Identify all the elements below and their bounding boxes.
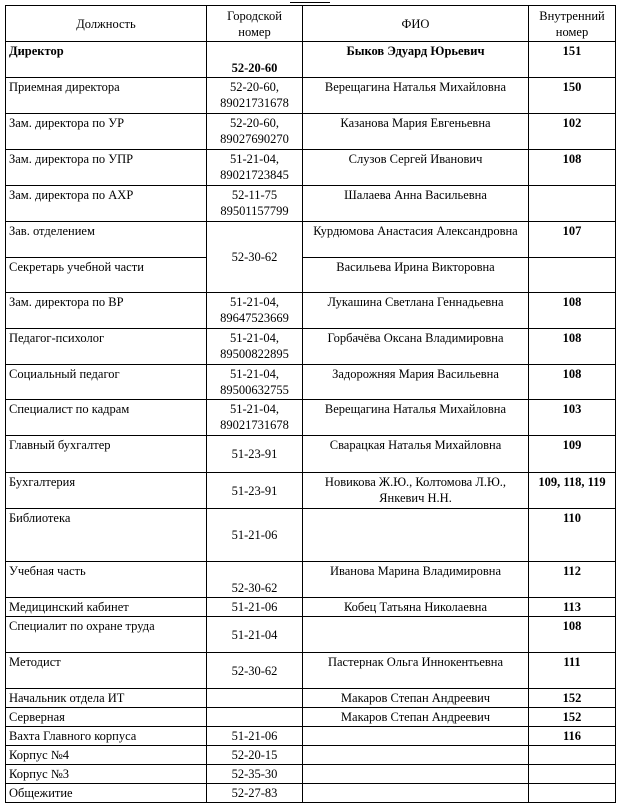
cell-internal	[529, 746, 616, 765]
cell-city-phone: 52-20-60	[207, 42, 303, 78]
table-row	[6, 436, 616, 473]
header-internal: Внутренний номер	[529, 6, 616, 42]
cell-city-phone: 52-20-60, 89021731678	[207, 78, 303, 114]
cell-internal: 108	[529, 365, 616, 400]
cell-position: Зам. директора по АХР	[6, 186, 207, 222]
cell-internal: 103	[529, 400, 616, 436]
cell-position: Специалит по охране труда	[6, 617, 207, 653]
cell-position: Серверная	[6, 708, 207, 727]
cell-city-phone: 52-11-75 89501157799	[207, 186, 303, 222]
cell-fio: Курдюмова Анастасия Александровна	[303, 222, 529, 258]
cell-city-phone: 52-30-62	[207, 653, 303, 689]
cell-fio: Верещагина Наталья Михайловна	[303, 78, 529, 114]
cell-position: Начальник отдела ИТ	[6, 689, 207, 708]
cell-city-phone: 51-23-91	[207, 473, 303, 509]
cell-position: Приемная директора	[6, 78, 207, 114]
cell-fio: Казанова Мария Евгеньевна	[303, 114, 529, 150]
table-row	[6, 42, 616, 78]
cell-internal: 108	[529, 293, 616, 329]
cell-fio: Верещагина Наталья Михайловна	[303, 400, 529, 436]
cell-position: Бухгалтерия	[6, 473, 207, 509]
cell-internal: 108	[529, 329, 616, 365]
cell-position: Общежитие	[6, 784, 207, 803]
cell-city-phone: 52-20-15	[207, 746, 303, 765]
table-row	[6, 746, 616, 765]
cell-city-phone	[207, 689, 303, 708]
cell-fio	[303, 509, 529, 562]
cell-position: Корпус №4	[6, 746, 207, 765]
page-top-border-fragment	[290, 0, 330, 3]
table-row	[6, 400, 616, 436]
cell-fio: Сварацкая Наталья Михайловна	[303, 436, 529, 473]
cell-city-phone: 51-23-91	[207, 436, 303, 473]
cell-internal	[529, 258, 616, 293]
cell-city-phone: 51-21-06	[207, 509, 303, 562]
cell-city-phone: 51-21-04, 89647523669	[207, 293, 303, 329]
table-row	[6, 727, 616, 746]
cell-position: Зав. отделением	[6, 222, 207, 258]
table-row	[6, 653, 616, 689]
table-row	[6, 150, 616, 186]
cell-fio: Макаров Степан Андреевич	[303, 689, 529, 708]
cell-position: Секретарь учебной части	[6, 258, 207, 293]
cell-position: Библиотека	[6, 509, 207, 562]
cell-city-phone: 51-21-04, 89021723845	[207, 150, 303, 186]
table-row	[6, 114, 616, 150]
cell-internal: 116	[529, 727, 616, 746]
cell-internal: 150	[529, 78, 616, 114]
cell-city-phone: 52-30-62	[207, 222, 303, 293]
phone-directory-table	[5, 5, 616, 803]
cell-position: Корпус №3	[6, 765, 207, 784]
cell-position: Педагог-психолог	[6, 329, 207, 365]
cell-fio: Новикова Ж.Ю., Колтомова Л.Ю., Янкевич Н.Н.	[303, 473, 529, 509]
cell-fio	[303, 784, 529, 803]
cell-internal: 107	[529, 222, 616, 258]
cell-internal: 108	[529, 150, 616, 186]
cell-internal	[529, 784, 616, 803]
cell-city-phone: 51-21-04	[207, 617, 303, 653]
cell-fio	[303, 746, 529, 765]
cell-fio: Иванова Марина Владимировна	[303, 562, 529, 598]
cell-city-phone: 51-21-04, 89500632755	[207, 365, 303, 400]
cell-position: Зам. директора по УР	[6, 114, 207, 150]
cell-position: Главный бухгалтер	[6, 436, 207, 473]
cell-position: Методист	[6, 653, 207, 689]
table-row	[6, 562, 616, 598]
cell-position: Учебная часть	[6, 562, 207, 598]
cell-city-phone: 52-35-30	[207, 765, 303, 784]
cell-internal: 112	[529, 562, 616, 598]
cell-fio: Горбачёва Оксана Владимировна	[303, 329, 529, 365]
cell-fio: Быков Эдуард Юрьевич	[303, 42, 529, 78]
cell-fio: Задорожняя Мария Васильевна	[303, 365, 529, 400]
table-row	[6, 509, 616, 562]
cell-internal: 152	[529, 708, 616, 727]
cell-fio: Лукашина Светлана Геннадьевна	[303, 293, 529, 329]
table-row	[6, 78, 616, 114]
table-row	[6, 258, 616, 293]
cell-fio	[303, 765, 529, 784]
cell-internal	[529, 186, 616, 222]
table-row	[6, 186, 616, 222]
cell-fio	[303, 617, 529, 653]
cell-internal: 108	[529, 617, 616, 653]
header-city-phone: Городской номер	[207, 6, 303, 42]
cell-position: Социальный педагог	[6, 365, 207, 400]
table-row	[6, 365, 616, 400]
table-row	[6, 222, 616, 258]
cell-fio	[303, 727, 529, 746]
table-header-row	[6, 6, 616, 42]
cell-fio: Пастернак Ольга Иннокентьевна	[303, 653, 529, 689]
table-row	[6, 293, 616, 329]
cell-internal: 113	[529, 598, 616, 617]
cell-internal: 109	[529, 436, 616, 473]
cell-fio: Макаров Степан Андреевич	[303, 708, 529, 727]
cell-city-phone: 51-21-04, 89500822895	[207, 329, 303, 365]
cell-city-phone: 51-21-04, 89021731678	[207, 400, 303, 436]
cell-internal	[529, 765, 616, 784]
cell-position: Директор	[6, 42, 207, 78]
cell-internal: 109, 118, 119	[529, 473, 616, 509]
cell-position: Зам. директора по ВР	[6, 293, 207, 329]
cell-city-phone: 51-21-06	[207, 598, 303, 617]
table-row	[6, 784, 616, 803]
table-row	[6, 473, 616, 509]
cell-position: Зам. директора по УПР	[6, 150, 207, 186]
cell-internal: 152	[529, 689, 616, 708]
table-row	[6, 329, 616, 365]
cell-fio: Слузов Сергей Иванович	[303, 150, 529, 186]
cell-position: Медицинский кабинет	[6, 598, 207, 617]
cell-position: Вахта Главного корпуса	[6, 727, 207, 746]
header-position: Должность	[6, 6, 207, 42]
cell-internal: 102	[529, 114, 616, 150]
cell-fio: Васильева Ирина Викторовна	[303, 258, 529, 293]
cell-city-phone: 51-21-06	[207, 727, 303, 746]
cell-internal: 111	[529, 653, 616, 689]
cell-internal: 151	[529, 42, 616, 78]
table-row	[6, 617, 616, 653]
table-row	[6, 708, 616, 727]
table-row	[6, 598, 616, 617]
header-fio: ФИО	[303, 6, 529, 42]
table-row	[6, 765, 616, 784]
cell-fio: Шалаева Анна Васильевна	[303, 186, 529, 222]
cell-city-phone: 52-27-83	[207, 784, 303, 803]
table-row	[6, 689, 616, 708]
cell-city-phone	[207, 708, 303, 727]
cell-city-phone: 52-20-60, 89027690270	[207, 114, 303, 150]
cell-position: Специалист по кадрам	[6, 400, 207, 436]
cell-city-phone: 52-30-62	[207, 562, 303, 598]
cell-fio: Кобец Татьяна Николаевна	[303, 598, 529, 617]
cell-internal: 110	[529, 509, 616, 562]
